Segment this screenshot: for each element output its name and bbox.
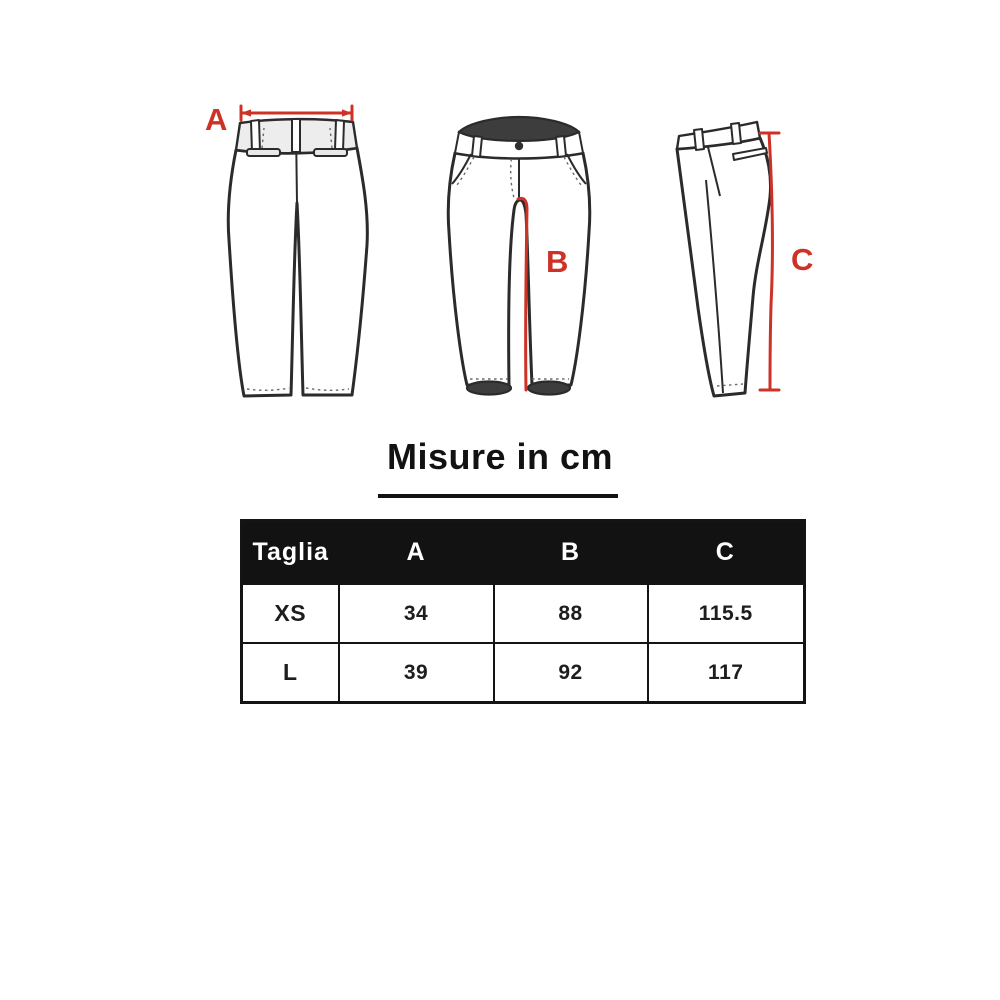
page-title: Misure in cm <box>386 436 614 477</box>
cell-value-c: 115.5 <box>648 584 805 643</box>
belt-loop <box>472 136 482 157</box>
front-hems <box>467 379 570 395</box>
table-header-row <box>242 521 805 585</box>
belt-loop <box>556 136 566 157</box>
size-table-header <box>242 521 805 585</box>
title-underline <box>378 494 618 498</box>
cell-value-c: 117 <box>648 643 805 703</box>
waist-button <box>515 142 523 150</box>
cell-value-b: 92 <box>494 643 648 703</box>
pants-side-view-illustration <box>650 100 840 420</box>
cell-size: XS <box>242 584 339 643</box>
cell-value-a: 39 <box>339 643 494 703</box>
pants-back-view-illustration <box>190 90 435 410</box>
measurement-label-c: C <box>791 242 814 277</box>
pants-side-body <box>677 138 771 396</box>
cell-value-b: 88 <box>494 584 648 643</box>
pants-front-view-illustration <box>435 100 640 420</box>
size-table <box>240 519 806 704</box>
header-cell-a: A <box>339 521 494 585</box>
cell-size: L <box>242 643 339 703</box>
belt-loop <box>731 123 741 144</box>
measurement-arrow-a <box>241 106 352 120</box>
measurement-line-b <box>518 198 527 390</box>
measurement-label-b: B <box>546 244 569 279</box>
header-cell-c: C <box>648 521 805 585</box>
table-row-xs <box>242 584 805 643</box>
measurement-label-a: A <box>205 102 228 137</box>
belt-loop <box>292 119 300 152</box>
belt-loop <box>251 120 260 152</box>
title-block <box>0 436 1000 478</box>
belt-loop <box>694 129 704 150</box>
header-cell-taglia: Taglia <box>242 521 339 585</box>
header-cell-b: B <box>494 521 648 585</box>
table-row-l <box>242 643 805 703</box>
cell-value-a: 34 <box>339 584 494 643</box>
belt-loop <box>335 120 344 151</box>
pants-back-body <box>228 127 367 396</box>
